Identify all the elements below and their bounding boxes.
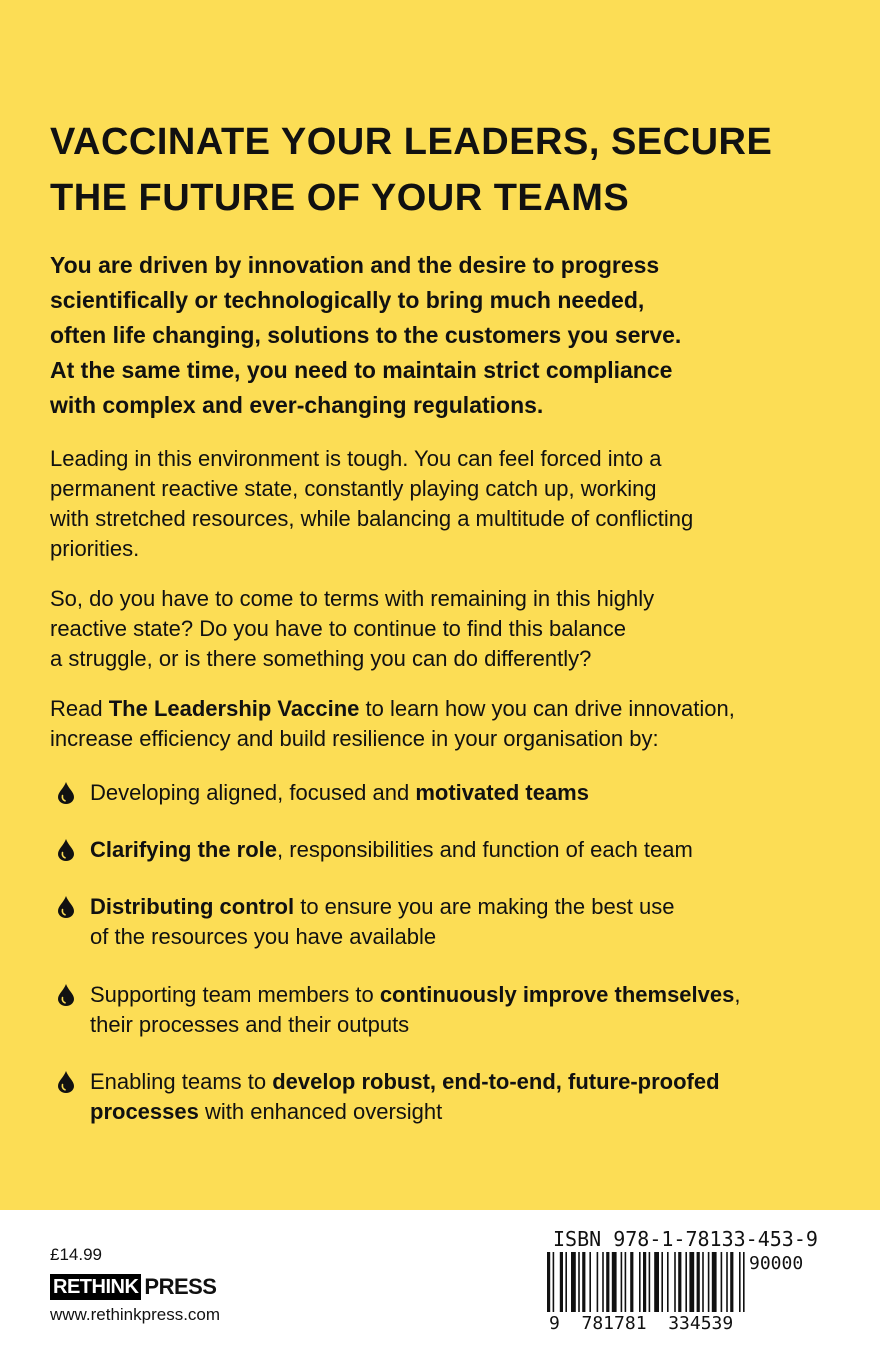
bullet-text: Enabling teams to develop robust, end-to-end, future-proofed processes with enhanced oversight <box>90 1069 720 1124</box>
barcode-bar <box>625 1252 627 1322</box>
barcode-bar <box>730 1252 733 1322</box>
barcode-bar <box>712 1252 717 1322</box>
barcode-bar <box>621 1252 623 1322</box>
barcode-bar <box>560 1252 563 1322</box>
barcode-bar <box>674 1252 676 1322</box>
intro-line: You are driven by innovation and the desire to progress <box>50 252 660 278</box>
logo-text: PRESS <box>144 1274 217 1299</box>
drop-icon <box>58 782 74 804</box>
barcode-bar <box>678 1252 681 1322</box>
paragraph-line: permanent reactive state, constantly playing catch up, working <box>50 476 657 501</box>
headline <box>50 114 850 226</box>
headline-line-2: THE FUTURE OF YOUR TEAMS <box>50 177 630 219</box>
barcode-bar <box>708 1252 710 1322</box>
barcode-bar <box>721 1252 723 1322</box>
intro-line: with complex and ever-changing regulations. <box>50 392 544 418</box>
paragraph-line: increase efficiency and build resilience in your organisation by: <box>50 726 659 751</box>
paragraph-line: a struggle, or is there something you can do differently? <box>50 646 592 671</box>
barcode-bar <box>606 1252 609 1322</box>
barcode-bar <box>654 1252 659 1322</box>
barcode-bar <box>743 1252 745 1322</box>
paragraph-line: reactive state? Do you have to continue to find this balance <box>50 616 627 641</box>
intro-line: At the same time, you need to maintain strict compliance <box>50 357 673 383</box>
publisher-website: www.rethinkpress.com <box>50 1305 221 1324</box>
barcode-bar <box>547 1252 550 1322</box>
drop-icon <box>58 984 74 1006</box>
price: £14.99 <box>50 1245 102 1264</box>
barcode-bar <box>602 1252 604 1322</box>
book-title: The Leadership Vaccine <box>108 696 360 721</box>
barcode-bar <box>612 1252 617 1322</box>
barcode-bar <box>582 1252 585 1322</box>
paragraph-environment <box>50 444 850 564</box>
drop-icon <box>58 839 74 861</box>
barcode <box>545 1252 830 1332</box>
barcode-bar <box>689 1252 694 1322</box>
barcode-bar <box>553 1252 555 1322</box>
logo-box: RETHINK <box>50 1274 141 1300</box>
barcode-bar <box>597 1252 599 1322</box>
publisher-logo <box>50 1273 216 1301</box>
barcode-bar <box>726 1252 728 1322</box>
barcode-bar <box>589 1252 591 1322</box>
barcode-bar <box>565 1252 567 1322</box>
barcode-bar <box>697 1252 700 1322</box>
paragraph-line: Leading in this environment is tough. You can feel forced into a <box>50 446 662 471</box>
intro-line: scientifically or technologically to bring much needed, <box>50 287 645 313</box>
price-code: 90000 <box>749 1253 804 1274</box>
paragraph-line: priorities. <box>50 536 140 561</box>
barcode-digits: 9 781781 334539 <box>549 1313 734 1332</box>
barcode-bar <box>649 1252 651 1322</box>
drop-icon <box>58 896 74 918</box>
intro-line: often life changing, solutions to the customers you serve. <box>50 322 682 348</box>
barcode-bar <box>630 1252 633 1322</box>
barcode-bar <box>667 1252 669 1322</box>
headline-line-1: VACCINATE YOUR LEADERS, SECURE <box>50 121 773 163</box>
intro-paragraph <box>50 248 850 423</box>
bullet-text: Supporting team members to continuously improve themselves, their processes and their outputs <box>90 982 741 1037</box>
paragraph-text: to learn how you can drive innovation, <box>359 696 735 721</box>
paragraph-line: with stretched resources, while balancing a multitude of conflicting <box>50 506 694 531</box>
barcode-bar <box>639 1252 641 1322</box>
barcode-bar <box>702 1252 704 1322</box>
barcode-bar <box>643 1252 646 1322</box>
barcode-bar <box>578 1252 580 1322</box>
isbn-number: ISBN 978-1-78133-453-9 <box>553 1227 818 1251</box>
bullet-text: Clarifying the role, responsibilities and function of each team <box>90 837 693 862</box>
barcode-bar <box>685 1252 687 1322</box>
bullet-text: Distributing control to ensure you are making the best use of the resources you have available <box>90 894 675 949</box>
barcode-bar <box>661 1252 663 1322</box>
paragraph-text: Read <box>50 696 109 721</box>
paragraph-question <box>50 584 850 674</box>
barcode-bar <box>571 1252 576 1322</box>
paragraph-line: So, do you have to come to terms with remaining in this highly <box>50 586 655 611</box>
paragraph-read <box>50 694 850 754</box>
bullet-text: Developing aligned, focused and motivated teams <box>90 780 589 805</box>
barcode-bars <box>547 1252 745 1322</box>
drop-icon <box>58 1071 74 1093</box>
barcode-bar <box>739 1252 741 1322</box>
